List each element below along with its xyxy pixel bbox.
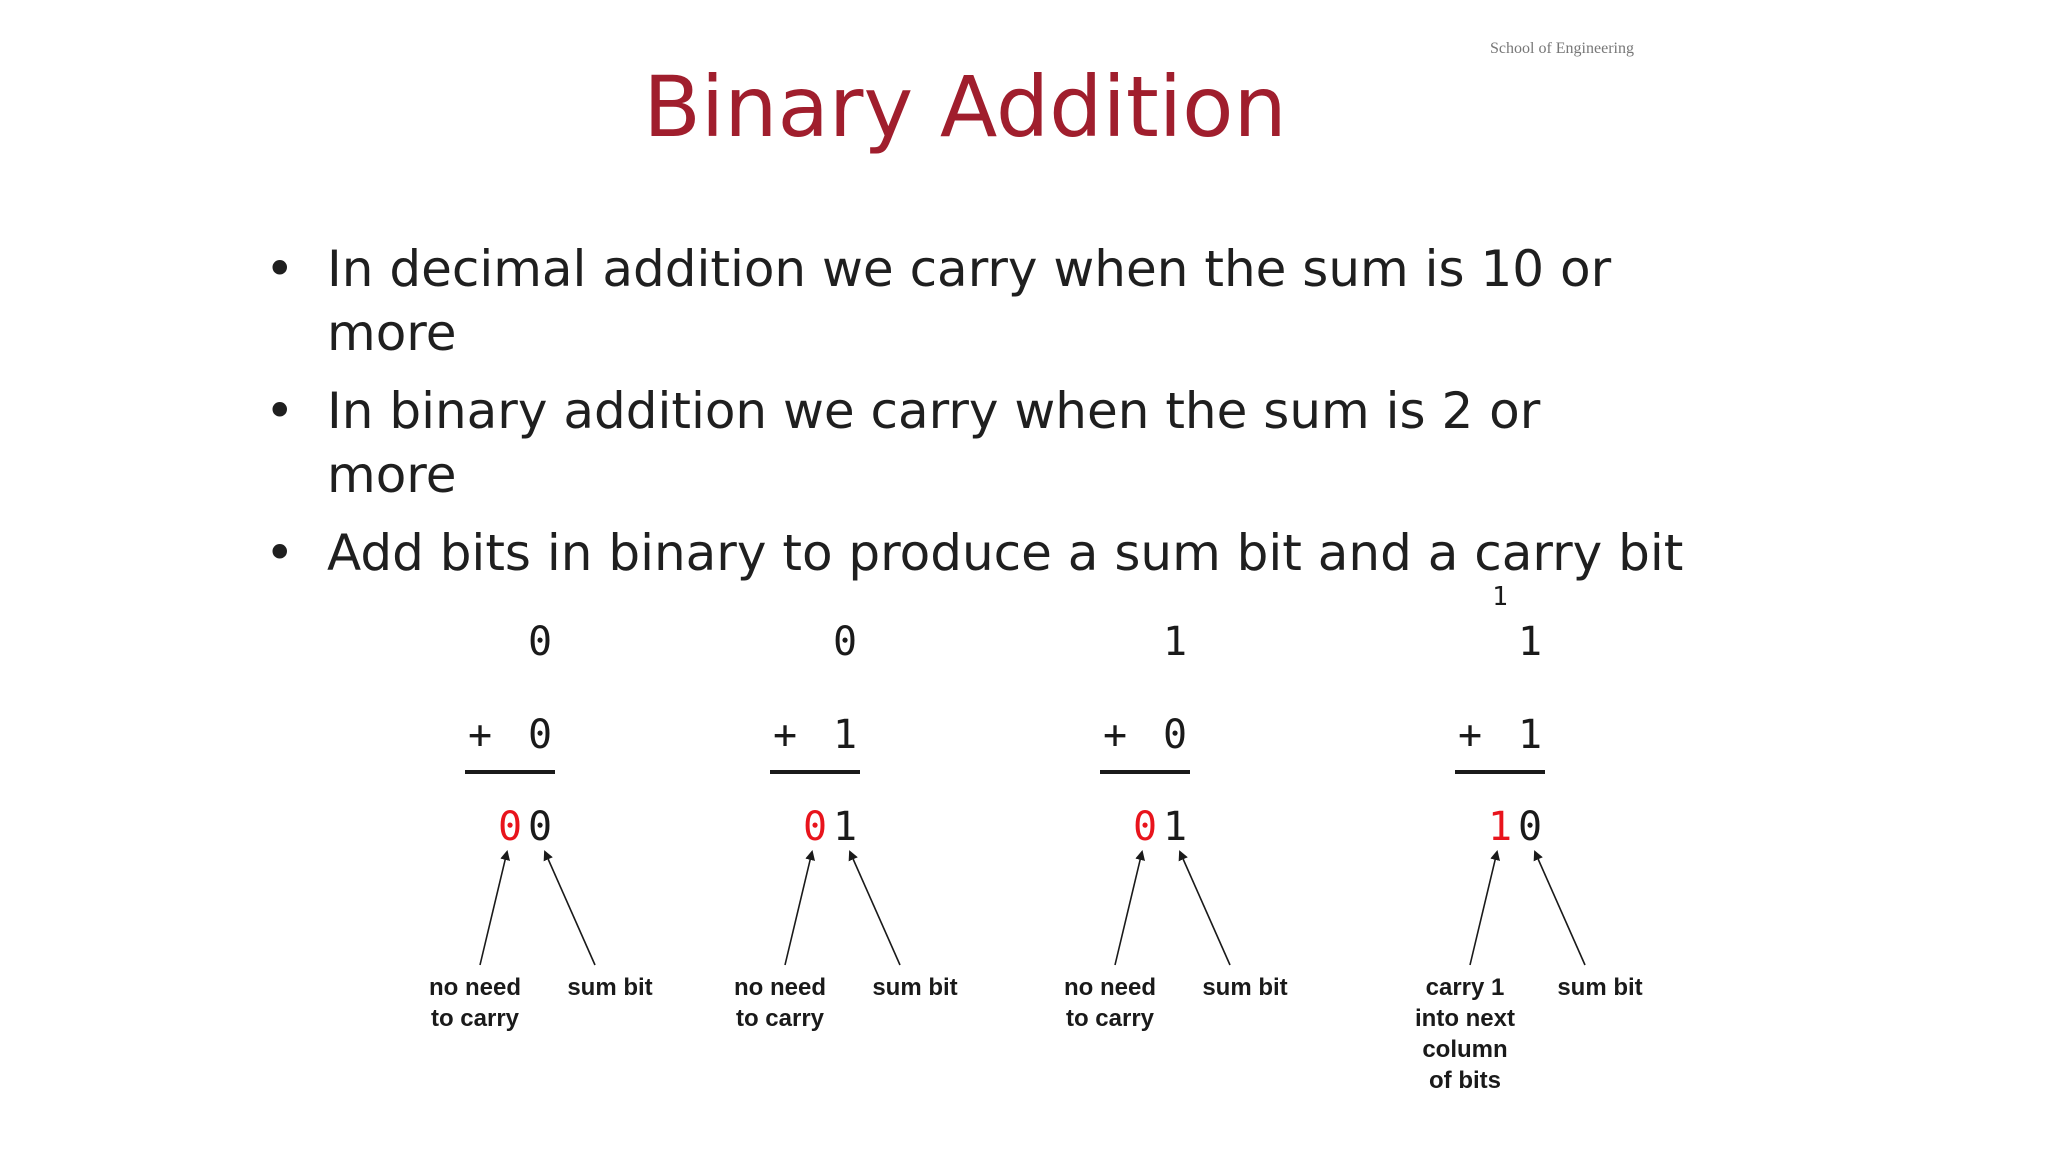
bullet-text: In decimal addition we carry when the sum is 10 or more <box>327 240 1612 362</box>
carry-label-line: to carry <box>735 1005 825 1032</box>
carry-label-line: no need <box>733 974 827 1001</box>
sum-digit: 1 <box>1162 804 1188 850</box>
carry-arrow <box>785 852 812 965</box>
top-operand: 1 <box>1162 619 1188 665</box>
bottom-operand: 0 <box>1162 712 1188 758</box>
sum-digit: 0 <box>1517 804 1543 850</box>
carry-out-digit: 1 <box>1487 804 1513 850</box>
bullet-dot-icon: • <box>265 524 295 582</box>
sum-arrow <box>1180 852 1230 965</box>
carry-in-digit: 1 <box>1492 582 1508 612</box>
bottom-operand: 0 <box>527 712 553 758</box>
bullet-text: Add bits in binary to produce a sum bit and a carry bit <box>327 524 1684 582</box>
bottom-operand: 1 <box>1517 712 1543 758</box>
top-operand: 0 <box>832 619 858 665</box>
carry-label-line: to carry <box>1065 1005 1155 1032</box>
bullet-text: In binary addition we carry when the sum is 2 or more <box>327 382 1541 504</box>
sum-digit: 0 <box>527 804 553 850</box>
plus-sign: + <box>467 712 493 758</box>
bottom-operand: 1 <box>832 712 858 758</box>
carry-label-line: carry 1 <box>1425 974 1505 1001</box>
carry-arrow <box>1470 852 1497 965</box>
slide-title: Binary Addition <box>643 58 1287 156</box>
bullet-dot-icon: • <box>265 240 295 298</box>
top-operand: 0 <box>527 619 553 665</box>
top-operand: 1 <box>1517 619 1543 665</box>
carry-label-line: no need <box>428 974 522 1001</box>
institution-label: School of Engineering <box>1490 40 1634 57</box>
carry-arrow <box>1115 852 1142 965</box>
plus-sign: + <box>1102 712 1128 758</box>
carry-label-line: no need <box>1063 974 1157 1001</box>
sum-arrow <box>545 852 595 965</box>
plus-sign: + <box>772 712 798 758</box>
carry-out-digit: 0 <box>802 804 828 850</box>
sum-label: sum bit <box>872 974 958 1001</box>
sum-label: sum bit <box>1202 974 1288 1001</box>
sum-label: sum bit <box>1557 974 1643 1001</box>
sum-arrow <box>1535 852 1585 965</box>
carry-out-digit: 0 <box>497 804 523 850</box>
carry-label-line: of bits <box>1429 1067 1501 1094</box>
carry-out-digit: 0 <box>1132 804 1158 850</box>
sum-label: sum bit <box>567 974 653 1001</box>
bullet-dot-icon: • <box>265 382 295 440</box>
plus-sign: + <box>1457 712 1483 758</box>
carry-label-line: into next <box>1415 1005 1515 1032</box>
sum-digit: 1 <box>832 804 858 850</box>
carry-label-line: to carry <box>430 1005 520 1032</box>
sum-arrow <box>850 852 900 965</box>
carry-label-line: column <box>1422 1036 1508 1063</box>
carry-arrow <box>480 852 507 965</box>
